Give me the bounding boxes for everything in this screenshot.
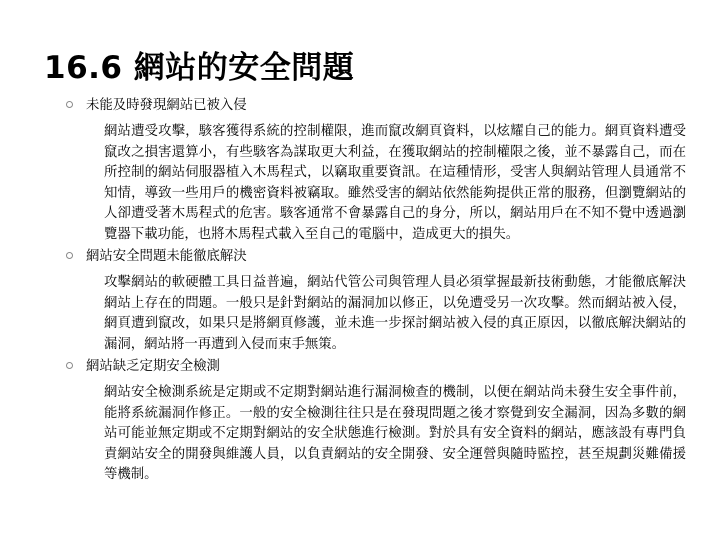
section-unresolved-problems [86, 247, 686, 355]
section-heading: 網站缺乏定期安全檢測 [86, 359, 220, 374]
section-paragraph: 攻擊網站的軟硬體工具日益普遍，網站代管公司與管理人員必須掌握最新技術動態，才能徹底解決網站上存在的問題。一般只是針對網站的漏洞加以修正，以免遭受另一次攻擊。然而網站被入侵，網頁遭到竄改，如果只是將網頁修護，並未進一步探討網站被入侵的真正原因，以徹底解決網站的漏洞，網站將一再遭到入侵而束手無策。 [104, 275, 686, 352]
section-undetected-intrusion [86, 96, 686, 245]
content-area [86, 96, 686, 486]
section-heading: 未能及時發現網站已被入侵 [86, 98, 247, 113]
section-heading: 網站安全問題未能徹底解決 [86, 249, 247, 264]
hollow-circle-bullet-icon [66, 252, 73, 259]
hollow-circle-bullet-icon [66, 101, 73, 108]
section-paragraph: 網站遭受攻擊，駭客獲得系統的控制權限，進而竄改網頁資料，以炫耀自己的能力。網頁資料遭受竄改之損害還算小，有些駭客為謀取更大利益，在獲取網站的控制權限之後，並不暴露自己，而在所控制的網站伺服器植入木馬程式，以竊取重要資訊。在這種情形，受害人與網站管理人員通常不知情，導致一些用戶的機密資料被竊取。雖然受害的網站依然能夠提供正常的服務，但瀏覽網站的人卻遭受著木馬程式的危害。駭客通常不會暴露自己的身分，所以，網站用戶在不知不覺中透過瀏覽器下載功能，也將木馬程式載入至自己的電腦中，造成更大的損失。 [104, 124, 686, 242]
section-paragraph: 網站安全檢測系統是定期或不定期對網站進行漏洞檢查的機制，以便在網站尚未發生安全事件前，能將系統漏洞作修正。一般的安全檢測往往只是在發現問題之後才察覺到安全漏洞，因為多數的網站可能並無定期或不定期對網站的安全狀態進行檢測。對於具有安全資料的網站，應該設有專門負責網站安全的開發與維護人員，以負責網站的安全開發、安全運營與隨時監控，甚至規劃災難備援等機制。 [104, 385, 686, 482]
hollow-circle-bullet-icon [66, 362, 73, 369]
section-no-periodic-checks [86, 357, 686, 486]
slide-title: 16.6 網站的安全問題 [44, 50, 355, 86]
